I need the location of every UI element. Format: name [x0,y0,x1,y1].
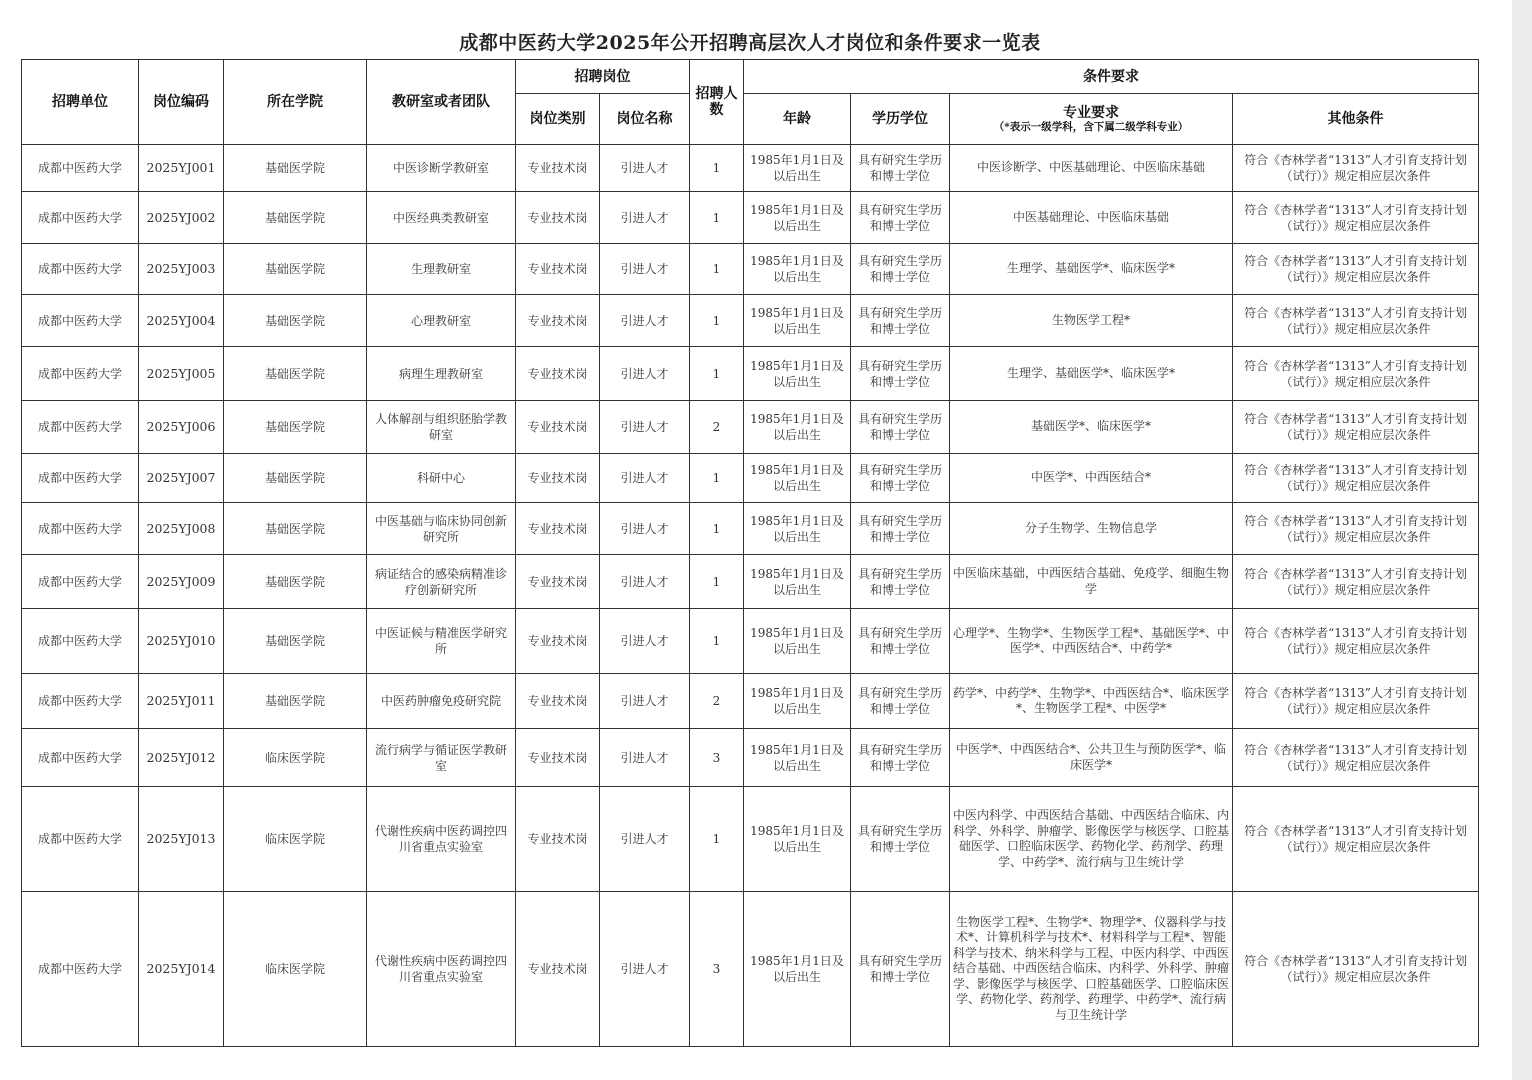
cell-post-type: 专业技术岗 [516,401,600,454]
cell-age: 1985年1月1日及以后出生 [744,454,851,503]
cell-team: 中医证候与精准医学研究所 [367,609,516,674]
cell-college: 临床医学院 [224,787,367,892]
cell-team: 病证结合的感染病精准诊疗创新研究所 [367,555,516,609]
cell-major: 中医诊断学、中医基础理论、中医临床基础 [950,145,1233,192]
header-post-group: 招聘岗位 [516,60,690,94]
cell-code: 2025YJ012 [139,729,224,787]
cell-degree: 具有研究生学历和博士学位 [851,609,950,674]
cell-unit: 成都中医药大学 [22,892,139,1047]
cell-age: 1985年1月1日及以后出生 [744,729,851,787]
table-row [22,401,1479,454]
cell-post-name: 引进人才 [600,295,690,347]
cell-post-name: 引进人才 [600,503,690,555]
cell-college: 基础医学院 [224,555,367,609]
cell-major: 中医学*、中西医结合* [950,454,1233,503]
cell-college: 基础医学院 [224,145,367,192]
cell-age: 1985年1月1日及以后出生 [744,609,851,674]
table-row [22,244,1479,295]
header-degree: 学历学位 [851,94,950,145]
cell-major: 生物医学工程*、生物学*、物理学*、仪器科学与技术*、计算机科学与技术*、材料科学与工程*、智能科学与技术、纳米科学与工程、中医内科学、中西医结合基础、中西医结合临床、内科学、外科学、肿瘤学、影像医学与核医学、口腔基础医学、口腔临床医学、药物化学、药剂学、药理学、中药学*、流行病与卫生统计学 [950,892,1233,1047]
cell-major: 基础医学*、临床医学* [950,401,1233,454]
cell-code: 2025YJ005 [139,347,224,401]
page-title: 成都中医药大学2025年公开招聘高层次人才岗位和条件要求一览表 [459,32,1041,54]
cell-team: 代谢性疾病中医药调控四川省重点实验室 [367,892,516,1047]
cell-age: 1985年1月1日及以后出生 [744,244,851,295]
cell-post-name: 引进人才 [600,347,690,401]
header-other: 其他条件 [1233,94,1479,145]
cell-age: 1985年1月1日及以后出生 [744,674,851,729]
cell-post-name: 引进人才 [600,729,690,787]
cell-post-name: 引进人才 [600,892,690,1047]
cell-degree: 具有研究生学历和博士学位 [851,347,950,401]
cell-unit: 成都中医药大学 [22,192,139,244]
cell-major: 生物医学工程* [950,295,1233,347]
cell-code: 2025YJ014 [139,892,224,1047]
cell-college: 临床医学院 [224,729,367,787]
cell-other: 符合《杏林学者“1313”人才引育支持计划（试行）》规定相应层次条件 [1233,787,1479,892]
cell-code: 2025YJ002 [139,192,224,244]
cell-code: 2025YJ011 [139,674,224,729]
cell-team: 中医诊断学教研室 [367,145,516,192]
cell-team: 中医经典类教研室 [367,192,516,244]
cell-unit: 成都中医药大学 [22,347,139,401]
cell-major: 生理学、基础医学*、临床医学* [950,347,1233,401]
cell-team: 中医基础与临床协同创新研究所 [367,503,516,555]
cell-college: 基础医学院 [224,674,367,729]
cell-age: 1985年1月1日及以后出生 [744,295,851,347]
cell-post-type: 专业技术岗 [516,454,600,503]
cell-post-name: 引进人才 [600,609,690,674]
cell-code: 2025YJ001 [139,145,224,192]
table-row [22,295,1479,347]
cell-age: 1985年1月1日及以后出生 [744,787,851,892]
cell-degree: 具有研究生学历和博士学位 [851,729,950,787]
cell-unit: 成都中医药大学 [22,503,139,555]
header-college: 所在学院 [224,60,367,145]
cell-other: 符合《杏林学者“1313”人才引育支持计划（试行）》规定相应层次条件 [1233,609,1479,674]
cell-unit: 成都中医药大学 [22,555,139,609]
cell-unit: 成都中医药大学 [22,295,139,347]
cell-post-type: 专业技术岗 [516,244,600,295]
cell-team: 生理教研室 [367,244,516,295]
table-row [22,503,1479,555]
cell-degree: 具有研究生学历和博士学位 [851,454,950,503]
cell-degree: 具有研究生学历和博士学位 [851,401,950,454]
cell-unit: 成都中医药大学 [22,145,139,192]
cell-team: 心理教研室 [367,295,516,347]
cell-major: 中医临床基础，中西医结合基础、免疫学、细胞生物学 [950,555,1233,609]
cell-college: 基础医学院 [224,244,367,295]
cell-team: 代谢性疾病中医药调控四川省重点实验室 [367,787,516,892]
cell-age: 1985年1月1日及以后出生 [744,503,851,555]
cell-college: 基础医学院 [224,192,367,244]
cell-other: 符合《杏林学者“1313”人才引育支持计划（试行）》规定相应层次条件 [1233,145,1479,192]
cell-unit: 成都中医药大学 [22,244,139,295]
cell-degree: 具有研究生学历和博士学位 [851,503,950,555]
cell-post-name: 引进人才 [600,674,690,729]
cell-other: 符合《杏林学者“1313”人才引育支持计划（试行）》规定相应层次条件 [1233,555,1479,609]
cell-post-type: 专业技术岗 [516,674,600,729]
cell-team: 人体解剖与组织胚胎学教研室 [367,401,516,454]
cell-unit: 成都中医药大学 [22,401,139,454]
cell-count: 1 [690,295,744,347]
cell-code: 2025YJ007 [139,454,224,503]
cell-major: 中医内科学、中西医结合基础、中西医结合临床、内科学、外科学、肿瘤学、影像医学与核医学、口腔基础医学、口腔临床医学、药物化学、药剂学、药理学、中药学*、流行病与卫生统计学 [950,787,1233,892]
cell-post-name: 引进人才 [600,454,690,503]
cell-count: 1 [690,454,744,503]
cell-other: 符合《杏林学者“1313”人才引育支持计划（试行）》规定相应层次条件 [1233,401,1479,454]
cell-post-type: 专业技术岗 [516,295,600,347]
cell-other: 符合《杏林学者“1313”人才引育支持计划（试行）》规定相应层次条件 [1233,454,1479,503]
page-margin [1512,0,1532,1080]
cell-post-type: 专业技术岗 [516,347,600,401]
cell-degree: 具有研究生学历和博士学位 [851,295,950,347]
cell-post-name: 引进人才 [600,555,690,609]
cell-count: 3 [690,729,744,787]
table-row [22,609,1479,674]
cell-count: 1 [690,145,744,192]
cell-unit: 成都中医药大学 [22,787,139,892]
cell-other: 符合《杏林学者“1313”人才引育支持计划（试行）》规定相应层次条件 [1233,503,1479,555]
header-post-type: 岗位类别 [516,94,600,145]
header-team: 教研室或者团队 [367,60,516,145]
cell-count: 1 [690,555,744,609]
header-code: 岗位编码 [139,60,224,145]
cell-college: 临床医学院 [224,892,367,1047]
cell-other: 符合《杏林学者“1313”人才引育支持计划（试行）》规定相应层次条件 [1233,192,1479,244]
table-row [22,729,1479,787]
cell-degree: 具有研究生学历和博士学位 [851,145,950,192]
cell-college: 基础医学院 [224,347,367,401]
cell-post-name: 引进人才 [600,244,690,295]
cell-post-type: 专业技术岗 [516,892,600,1047]
cell-age: 1985年1月1日及以后出生 [744,892,851,1047]
cell-count: 1 [690,244,744,295]
cell-post-type: 专业技术岗 [516,192,600,244]
cell-post-name: 引进人才 [600,145,690,192]
cell-post-type: 专业技术岗 [516,555,600,609]
table-row [22,347,1479,401]
cell-major: 生理学、基础医学*、临床医学* [950,244,1233,295]
cell-other: 符合《杏林学者“1313”人才引育支持计划（试行）》规定相应层次条件 [1233,892,1479,1047]
cell-post-type: 专业技术岗 [516,609,600,674]
positions-table [21,59,1479,1047]
cell-code: 2025YJ010 [139,609,224,674]
header-age: 年龄 [744,94,851,145]
table-row [22,192,1479,244]
cell-age: 1985年1月1日及以后出生 [744,192,851,244]
cell-post-name: 引进人才 [600,787,690,892]
cell-code: 2025YJ009 [139,555,224,609]
cell-count: 3 [690,892,744,1047]
cell-other: 符合《杏林学者“1313”人才引育支持计划（试行）》规定相应层次条件 [1233,674,1479,729]
cell-major: 心理学*、生物学*、生物医学工程*、基础医学*、中医学*、中西医结合*、中药学* [950,609,1233,674]
table-row [22,145,1479,192]
cell-college: 基础医学院 [224,295,367,347]
cell-other: 符合《杏林学者“1313”人才引育支持计划（试行）》规定相应层次条件 [1233,295,1479,347]
cell-team: 病理生理教研室 [367,347,516,401]
cell-count: 1 [690,347,744,401]
header-major [950,94,1233,145]
cell-team: 中医药肿瘤免疫研究院 [367,674,516,729]
table-row [22,674,1479,729]
cell-degree: 具有研究生学历和博士学位 [851,787,950,892]
cell-code: 2025YJ004 [139,295,224,347]
header-post-name: 岗位名称 [600,94,690,145]
cell-college: 基础医学院 [224,401,367,454]
cell-other: 符合《杏林学者“1313”人才引育支持计划（试行）》规定相应层次条件 [1233,244,1479,295]
cell-code: 2025YJ003 [139,244,224,295]
table-row [22,555,1479,609]
cell-other: 符合《杏林学者“1313”人才引育支持计划（试行）》规定相应层次条件 [1233,729,1479,787]
cell-post-type: 专业技术岗 [516,145,600,192]
cell-major: 药学*、中药学*、生物学*、中西医结合*、临床医学*、生物医学工程*、中医学* [950,674,1233,729]
cell-count: 1 [690,609,744,674]
cell-age: 1985年1月1日及以后出生 [744,555,851,609]
cell-college: 基础医学院 [224,609,367,674]
cell-count: 1 [690,192,744,244]
cell-unit: 成都中医药大学 [22,674,139,729]
cell-count: 1 [690,503,744,555]
header-unit: 招聘单位 [22,60,139,145]
table-row [22,454,1479,503]
header-major-label: 专业要求 [1063,104,1119,121]
cell-post-type: 专业技术岗 [516,787,600,892]
cell-degree: 具有研究生学历和博士学位 [851,892,950,1047]
cell-team: 科研中心 [367,454,516,503]
cell-major: 中医基础理论、中医临床基础 [950,192,1233,244]
cell-age: 1985年1月1日及以后出生 [744,347,851,401]
cell-unit: 成都中医药大学 [22,609,139,674]
cell-degree: 具有研究生学历和博士学位 [851,674,950,729]
cell-post-type: 专业技术岗 [516,729,600,787]
table-row [22,892,1479,1047]
cell-unit: 成都中医药大学 [22,729,139,787]
cell-college: 基础医学院 [224,503,367,555]
header-conditions-group: 条件要求 [744,60,1479,94]
header-major-note: （*表示一级学科，含下属二级学科专业） [993,120,1189,133]
cell-other: 符合《杏林学者“1313”人才引育支持计划（试行）》规定相应层次条件 [1233,347,1479,401]
table-row [22,787,1479,892]
cell-major: 中医学*、中西医结合*、公共卫生与预防医学*、临床医学* [950,729,1233,787]
cell-degree: 具有研究生学历和博士学位 [851,244,950,295]
cell-post-name: 引进人才 [600,401,690,454]
cell-code: 2025YJ006 [139,401,224,454]
cell-degree: 具有研究生学历和博士学位 [851,555,950,609]
cell-post-type: 专业技术岗 [516,503,600,555]
cell-age: 1985年1月1日及以后出生 [744,401,851,454]
cell-post-name: 引进人才 [600,192,690,244]
cell-code: 2025YJ013 [139,787,224,892]
cell-count: 2 [690,401,744,454]
cell-major: 分子生物学、生物信息学 [950,503,1233,555]
cell-code: 2025YJ008 [139,503,224,555]
cell-count: 2 [690,674,744,729]
cell-unit: 成都中医药大学 [22,454,139,503]
cell-degree: 具有研究生学历和博士学位 [851,192,950,244]
header-count: 招聘人数 [690,60,744,145]
cell-team: 流行病学与循证医学教研室 [367,729,516,787]
cell-count: 1 [690,787,744,892]
cell-college: 基础医学院 [224,454,367,503]
cell-age: 1985年1月1日及以后出生 [744,145,851,192]
